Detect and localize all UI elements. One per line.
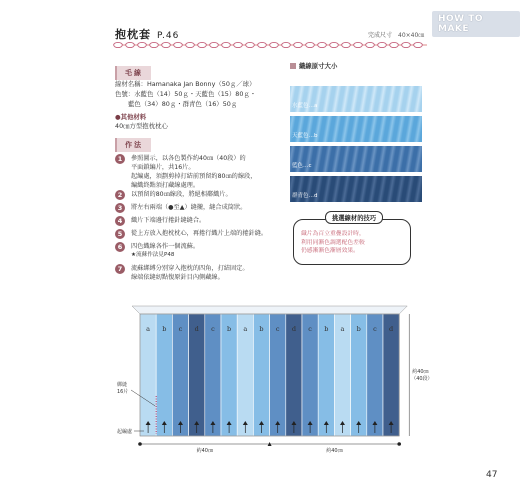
diagram-top-edge: [132, 306, 407, 314]
step-number: 3: [115, 203, 125, 213]
strip-letter: a: [340, 325, 345, 333]
strip-letter: c: [373, 325, 377, 333]
page-reference: P.46: [157, 31, 180, 41]
strip-letter: b: [259, 325, 264, 333]
strip-letter: a: [243, 325, 248, 333]
strip-letter: b: [356, 325, 361, 333]
tip-line: 仍感漸漸色漸層效果。: [301, 248, 359, 254]
label-rows: （40段）: [411, 376, 433, 382]
strip-letter: b: [227, 325, 232, 333]
step-text: 編織終點須打藏線處理。: [131, 182, 200, 189]
marker-dot: [138, 442, 142, 446]
step-number: 1: [115, 154, 125, 164]
decorative-chain-divider: [115, 40, 427, 50]
materials-label: 毛線: [115, 66, 151, 80]
step-text: 四色織線各作一個流蘇。: [131, 243, 200, 250]
page-number: 47: [486, 470, 498, 480]
tip-line: 利用同漸色調選配色差較: [301, 239, 365, 246]
strip-letter: b: [162, 325, 167, 333]
strip-letter: d: [291, 325, 296, 333]
label-start: 起編處: [117, 429, 133, 435]
other-materials-label: ●其他材料: [115, 113, 147, 121]
step-6: [115, 242, 199, 260]
label-width-left: 約40㎝: [196, 448, 213, 454]
swatch-b: [290, 116, 422, 142]
step-text: 將左右兩端（●至▲）縫攏，縫合成筒狀。: [131, 204, 247, 211]
swatch-label: 藍色…c: [292, 163, 312, 169]
strip-letter: a: [146, 325, 151, 333]
strip-letter: c: [275, 325, 280, 333]
step-number: 2: [115, 190, 125, 200]
finished-size: 完成尺寸 40×40㎝: [368, 32, 425, 39]
swatch-d: [290, 176, 422, 202]
step-4: [115, 216, 205, 226]
swatch-label: 天藍色…b: [292, 133, 318, 139]
tip-line: 織片為百立重疊設計時，: [301, 231, 365, 237]
title-text: 抱枕套: [115, 28, 151, 41]
how-to-make-badge: HOW TO MAKE: [432, 11, 520, 37]
yarn-colors-line1: 色號：水藍色（14）50ｇ・天藍色（15）80ｇ・: [115, 90, 257, 98]
tip-title: 挑選線材的技巧: [325, 211, 383, 224]
step-number: 5: [115, 229, 125, 239]
step-2: [115, 190, 232, 200]
strip-letter: c: [178, 325, 183, 333]
step-text: 織片下端邊行捲針縫縫合。: [131, 217, 206, 224]
step-text: 以預留的80㎝線段，將絕相鄰織片。: [131, 191, 232, 198]
label-width-right: 約40㎝: [326, 448, 343, 454]
strip-letter: d: [194, 325, 199, 333]
step-note: ★流蘇作法見P48: [131, 252, 175, 258]
strip-letter: c: [308, 325, 312, 333]
pillow-layout-diagram: [117, 296, 433, 454]
yarn-colors-line2: 藍色（34）80ｇ・群青色（16）50ｇ: [128, 100, 238, 108]
swatch-c: [290, 146, 422, 172]
label-count: 16片: [117, 389, 129, 395]
yarn-name: 線材名稱：Hamanaka Jan Bonny（50ｇ／球）: [115, 80, 256, 88]
step-number: 4: [115, 216, 125, 226]
step-3: [115, 203, 246, 213]
swatch-label: 群青色…d: [292, 193, 318, 199]
swatch-title: 織線原寸大小: [290, 61, 337, 70]
step-text: 流蘇綁縛分別穿入抱枕的四角，打結固定。: [131, 265, 249, 272]
method-label: 作法: [115, 138, 151, 152]
step-text: 參照圖示，以各色製作約40㎝（40段）的: [131, 155, 246, 162]
swatch-label: 水藍色…a: [292, 103, 318, 109]
swatch-a: [290, 86, 422, 112]
strip-letter: c: [211, 325, 215, 333]
step-text: 從上方放入抱枕枕心，再捲行織片上端的捲針縫。: [131, 230, 268, 237]
strip-letter: d: [389, 325, 394, 333]
label-height: 約40㎝: [412, 369, 429, 375]
step-number: 6: [115, 242, 125, 252]
step-1: [115, 154, 256, 190]
tip-text: [301, 230, 365, 256]
step-text: 平面鎖編片，共16片。: [131, 164, 195, 171]
other-materials-value: 40㎝方型抱枕枕心: [115, 122, 168, 130]
step-7: [115, 264, 249, 282]
label-seam: 綁縫: [117, 382, 128, 388]
strip-letter: b: [324, 325, 329, 333]
step-number: 7: [115, 264, 125, 274]
step-5: [115, 229, 267, 239]
marker-dot: [397, 442, 401, 446]
step-text: 線端依縫紉點復原針目內側藏線。: [131, 274, 224, 281]
step-text: 起編處，須劃剪掉打結前預留約80㎝的線段，: [131, 173, 257, 180]
